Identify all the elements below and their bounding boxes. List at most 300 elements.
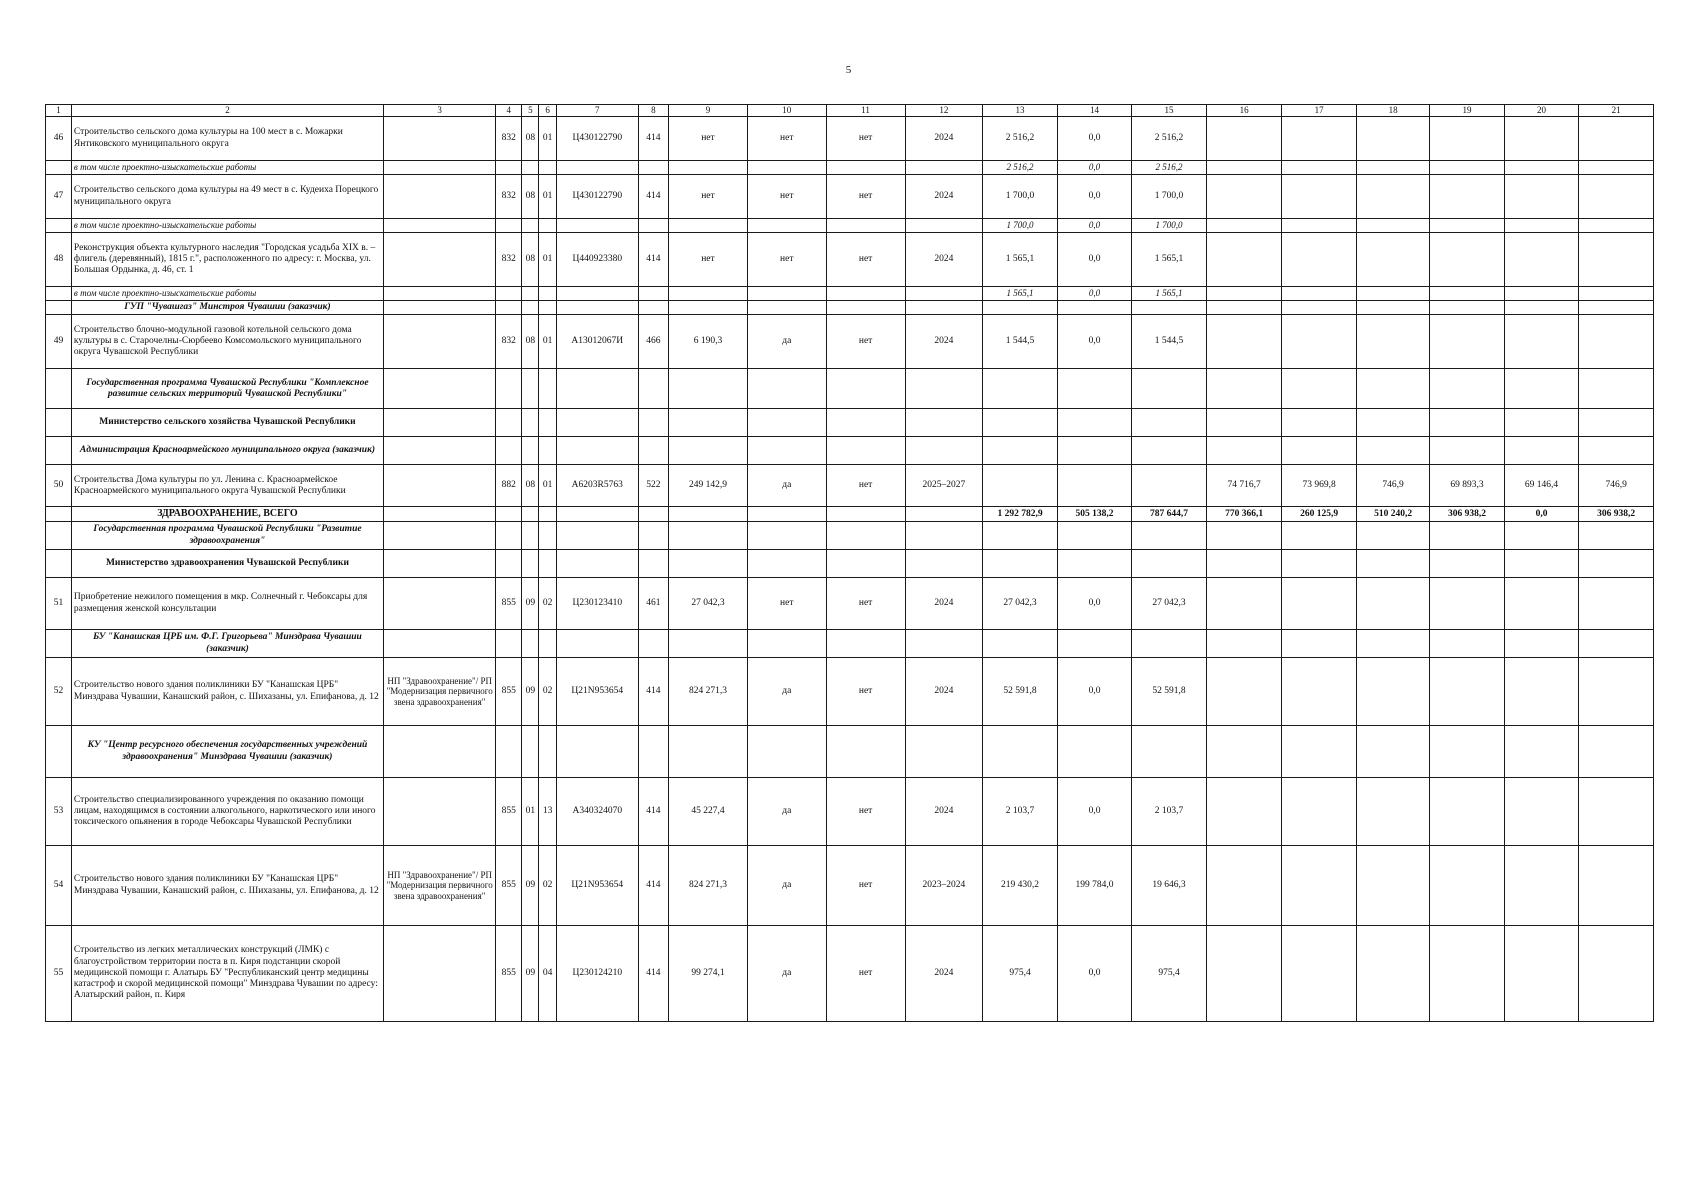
- cell-col-9: [669, 437, 748, 465]
- cell-col-9: [669, 287, 748, 301]
- table-row: [46, 578, 1654, 630]
- cell-col-18: [1356, 778, 1429, 846]
- cell-col-21: [1579, 315, 1654, 369]
- cell-col-6: 01: [539, 233, 556, 287]
- cell-col-2: ГУП "Чувашгаз" Минстроя Чувашии (заказчик): [71, 301, 383, 315]
- cell-col-14: [1057, 465, 1132, 507]
- cell-col-7: Ц430122790: [556, 175, 638, 219]
- cell-col-17: [1282, 658, 1357, 726]
- cell-col-13: 27 042,3: [983, 578, 1058, 630]
- cell-col-14: [1057, 301, 1132, 315]
- cell-col-21: [1579, 437, 1654, 465]
- page-number: 5: [845, 64, 852, 76]
- cell-col-4: [496, 301, 522, 315]
- cell-col-17: [1282, 175, 1357, 219]
- cell-col-9: [669, 301, 748, 315]
- group-heading-row: [46, 369, 1654, 409]
- cell-col-8: [638, 161, 668, 175]
- subtotal-row: [46, 161, 1654, 175]
- cell-col-9: 99 274,1: [669, 926, 748, 1022]
- cell-col-2: Строительство специализированного учреждения по оказанию помощи лицам, находящимся в состоянии алкогольного, наркотического или иного токсического опьянения в городе Чебоксары Чувашской Республики: [71, 778, 383, 846]
- cell-col-5: [522, 409, 539, 437]
- cell-col-1: [46, 287, 72, 301]
- cell-col-8: [638, 550, 668, 578]
- cell-col-2: Строительство нового здания поликлиники БУ "Канашская ЦРБ" Минздрава Чувашии, Канашский район, с. Шихазаны, ул. Епифанова, д. 12: [71, 658, 383, 726]
- cell-col-4: 832: [496, 315, 522, 369]
- cell-col-18: 746,9: [1356, 465, 1429, 507]
- cell-col-16: [1206, 630, 1282, 658]
- cell-col-19: [1430, 409, 1505, 437]
- cell-col-7: [556, 161, 638, 175]
- cell-col-3: [384, 465, 496, 507]
- column-number-1: 1: [46, 105, 72, 117]
- cell-col-16: [1206, 369, 1282, 409]
- cell-col-20: [1504, 578, 1579, 630]
- cell-col-10: да: [747, 926, 826, 1022]
- cell-col-8: [638, 287, 668, 301]
- cell-col-6: [539, 219, 556, 233]
- cell-col-2: Государственная программа Чувашской Республики "Комплексное развитие сельских территорий Чувашской Республики": [71, 369, 383, 409]
- cell-col-11: нет: [826, 465, 905, 507]
- cell-col-13: 52 591,8: [983, 658, 1058, 726]
- cell-col-16: [1206, 578, 1282, 630]
- cell-col-12: [905, 630, 983, 658]
- cell-col-15: [1132, 630, 1207, 658]
- cell-col-17: 260 125,9: [1282, 507, 1357, 522]
- cell-col-8: [638, 437, 668, 465]
- cell-col-10: да: [747, 846, 826, 926]
- cell-col-1: [46, 726, 72, 778]
- cell-col-9: нет: [669, 175, 748, 219]
- cell-col-17: 73 969,8: [1282, 465, 1357, 507]
- cell-col-12: [905, 507, 983, 522]
- cell-col-2: Строительства Дома культуры по ул. Ленина с. Красноармейское Красноармейского муниципального округа Чувашской Республики: [71, 465, 383, 507]
- cell-col-6: 02: [539, 846, 556, 926]
- cell-col-15: [1132, 369, 1207, 409]
- cell-col-4: 855: [496, 658, 522, 726]
- cell-col-4: [496, 409, 522, 437]
- column-number-16: 16: [1206, 105, 1282, 117]
- cell-col-21: [1579, 926, 1654, 1022]
- cell-col-15: [1132, 437, 1207, 465]
- cell-col-7: [556, 219, 638, 233]
- cell-col-18: [1356, 161, 1429, 175]
- cell-col-14: 0,0: [1057, 578, 1132, 630]
- cell-col-16: [1206, 287, 1282, 301]
- cell-col-7: А6203R5763: [556, 465, 638, 507]
- cell-col-9: нет: [669, 117, 748, 161]
- cell-col-8: [638, 219, 668, 233]
- cell-col-2: Приобретение нежилого помещения в мкр. Солнечный г. Чебоксары для размещения женской консультации: [71, 578, 383, 630]
- cell-col-20: [1504, 522, 1579, 550]
- cell-col-15: 975,4: [1132, 926, 1207, 1022]
- cell-col-20: [1504, 315, 1579, 369]
- table-row: [46, 175, 1654, 219]
- cell-col-5: [522, 437, 539, 465]
- cell-col-17: [1282, 778, 1357, 846]
- cell-col-7: [556, 437, 638, 465]
- cell-col-7: Ц230123410: [556, 578, 638, 630]
- cell-col-6: [539, 301, 556, 315]
- cell-col-6: [539, 726, 556, 778]
- cell-col-17: [1282, 846, 1357, 926]
- cell-col-14: 505 138,2: [1057, 507, 1132, 522]
- cell-col-7: А340324070: [556, 778, 638, 846]
- cell-col-10: [747, 409, 826, 437]
- cell-col-4: 855: [496, 846, 522, 926]
- cell-col-4: 855: [496, 926, 522, 1022]
- cell-col-13: 975,4: [983, 926, 1058, 1022]
- cell-col-17: [1282, 522, 1357, 550]
- cell-col-13: 219 430,2: [983, 846, 1058, 926]
- cell-col-11: [826, 437, 905, 465]
- cell-col-10: нет: [747, 233, 826, 287]
- cell-col-17: [1282, 926, 1357, 1022]
- column-number-7: 7: [556, 105, 638, 117]
- cell-col-11: [826, 550, 905, 578]
- cell-col-20: [1504, 726, 1579, 778]
- cell-col-19: [1430, 550, 1505, 578]
- column-number-4: 4: [496, 105, 522, 117]
- cell-col-21: [1579, 409, 1654, 437]
- cell-col-16: [1206, 550, 1282, 578]
- cell-col-14: 0,0: [1057, 778, 1132, 846]
- cell-col-15: 27 042,3: [1132, 578, 1207, 630]
- cell-col-4: [496, 287, 522, 301]
- cell-col-3: [384, 175, 496, 219]
- cell-col-8: [638, 409, 668, 437]
- cell-col-10: да: [747, 778, 826, 846]
- cell-col-14: [1057, 437, 1132, 465]
- cell-col-7: Ц21N953654: [556, 658, 638, 726]
- cell-col-7: Ц430122790: [556, 117, 638, 161]
- cell-col-10: да: [747, 315, 826, 369]
- cell-col-4: [496, 161, 522, 175]
- cell-col-7: [556, 409, 638, 437]
- column-number-21: 21: [1579, 105, 1654, 117]
- cell-col-19: [1430, 658, 1505, 726]
- cell-col-7: Ц21N953654: [556, 846, 638, 926]
- cell-col-10: [747, 287, 826, 301]
- cell-col-20: [1504, 161, 1579, 175]
- cell-col-2: Министерство здравоохранения Чувашской Республики: [71, 550, 383, 578]
- cell-col-20: 0,0: [1504, 507, 1579, 522]
- cell-col-19: [1430, 287, 1505, 301]
- cell-col-15: 1 700,0: [1132, 219, 1207, 233]
- cell-col-3: НП "Здравоохранение"/ РП "Модернизация первичного звена здравоохранения": [384, 846, 496, 926]
- cell-col-18: [1356, 175, 1429, 219]
- cell-col-8: [638, 507, 668, 522]
- cell-col-18: [1356, 522, 1429, 550]
- cell-col-11: нет: [826, 175, 905, 219]
- cell-col-14: [1057, 409, 1132, 437]
- cell-col-18: [1356, 117, 1429, 161]
- cell-col-11: [826, 287, 905, 301]
- cell-col-3: [384, 117, 496, 161]
- cell-col-6: 01: [539, 175, 556, 219]
- cell-col-13: 2 516,2: [983, 161, 1058, 175]
- cell-col-16: [1206, 161, 1282, 175]
- cell-col-14: 0,0: [1057, 219, 1132, 233]
- cell-col-18: [1356, 846, 1429, 926]
- cell-col-5: 08: [522, 175, 539, 219]
- cell-col-17: [1282, 630, 1357, 658]
- cell-col-20: [1504, 117, 1579, 161]
- cell-col-6: [539, 522, 556, 550]
- cell-col-11: нет: [826, 233, 905, 287]
- cell-col-15: [1132, 409, 1207, 437]
- cell-col-5: 01: [522, 778, 539, 846]
- cell-col-5: [522, 507, 539, 522]
- cell-col-14: [1057, 522, 1132, 550]
- cell-col-15: 1 565,1: [1132, 233, 1207, 287]
- cell-col-16: 770 366,1: [1206, 507, 1282, 522]
- cell-col-9: [669, 219, 748, 233]
- cell-col-21: [1579, 630, 1654, 658]
- cell-col-17: [1282, 726, 1357, 778]
- cell-col-12: 2025–2027: [905, 465, 983, 507]
- cell-col-15: 2 516,2: [1132, 161, 1207, 175]
- cell-col-15: 2 516,2: [1132, 117, 1207, 161]
- cell-col-10: [747, 161, 826, 175]
- cell-col-7: [556, 301, 638, 315]
- cell-col-21: [1579, 550, 1654, 578]
- cell-col-21: [1579, 175, 1654, 219]
- cell-col-8: 414: [638, 778, 668, 846]
- cell-col-20: [1504, 630, 1579, 658]
- cell-col-4: 832: [496, 233, 522, 287]
- cell-col-3: [384, 315, 496, 369]
- column-number-header-row: [46, 105, 1654, 117]
- cell-col-7: [556, 630, 638, 658]
- cell-col-7: [556, 369, 638, 409]
- cell-col-19: [1430, 117, 1505, 161]
- cell-col-10: [747, 522, 826, 550]
- cell-col-19: [1430, 630, 1505, 658]
- investment-table: [45, 104, 1654, 1022]
- cell-col-4: [496, 726, 522, 778]
- cell-col-1: 55: [46, 926, 72, 1022]
- cell-col-1: [46, 630, 72, 658]
- cell-col-19: [1430, 301, 1505, 315]
- cell-col-3: [384, 161, 496, 175]
- cell-col-19: [1430, 219, 1505, 233]
- subtotal-row: [46, 219, 1654, 233]
- cell-col-10: да: [747, 658, 826, 726]
- table-row: [46, 658, 1654, 726]
- cell-col-4: [496, 507, 522, 522]
- cell-col-3: [384, 369, 496, 409]
- cell-col-5: 09: [522, 658, 539, 726]
- cell-col-9: 27 042,3: [669, 578, 748, 630]
- cell-col-11: нет: [826, 315, 905, 369]
- cell-col-21: 746,9: [1579, 465, 1654, 507]
- cell-col-1: 49: [46, 315, 72, 369]
- cell-col-20: [1504, 778, 1579, 846]
- cell-col-6: [539, 507, 556, 522]
- column-number-5: 5: [522, 105, 539, 117]
- cell-col-20: [1504, 409, 1579, 437]
- cell-col-11: [826, 630, 905, 658]
- group-heading-row: [46, 301, 1654, 315]
- cell-col-17: [1282, 409, 1357, 437]
- cell-col-11: нет: [826, 778, 905, 846]
- table-row: [46, 465, 1654, 507]
- cell-col-15: [1132, 522, 1207, 550]
- cell-col-11: [826, 726, 905, 778]
- cell-col-20: [1504, 301, 1579, 315]
- table-row: [46, 778, 1654, 846]
- cell-col-5: 08: [522, 315, 539, 369]
- cell-col-16: [1206, 778, 1282, 846]
- cell-col-13: [983, 726, 1058, 778]
- cell-col-17: [1282, 161, 1357, 175]
- cell-col-16: [1206, 219, 1282, 233]
- cell-col-2: Министерство сельского хозяйства Чувашской Республики: [71, 409, 383, 437]
- cell-col-18: [1356, 233, 1429, 287]
- group-heading-row: [46, 630, 1654, 658]
- table-row: [46, 233, 1654, 287]
- cell-col-6: 13: [539, 778, 556, 846]
- cell-col-1: [46, 437, 72, 465]
- column-number-19: 19: [1430, 105, 1505, 117]
- cell-col-20: [1504, 437, 1579, 465]
- cell-col-19: [1430, 522, 1505, 550]
- cell-col-19: [1430, 437, 1505, 465]
- cell-col-3: [384, 301, 496, 315]
- column-number-3: 3: [384, 105, 496, 117]
- cell-col-15: 19 646,3: [1132, 846, 1207, 926]
- cell-col-21: 306 938,2: [1579, 507, 1654, 522]
- column-number-13: 13: [983, 105, 1058, 117]
- cell-col-18: [1356, 630, 1429, 658]
- cell-col-15: [1132, 726, 1207, 778]
- cell-col-11: [826, 161, 905, 175]
- subtotal-row: [46, 287, 1654, 301]
- cell-col-10: нет: [747, 117, 826, 161]
- cell-col-17: [1282, 117, 1357, 161]
- cell-col-1: 52: [46, 658, 72, 726]
- cell-col-12: [905, 550, 983, 578]
- cell-col-21: [1579, 117, 1654, 161]
- cell-col-7: [556, 522, 638, 550]
- cell-col-2: в том числе проектно-изыскательские работы: [71, 161, 383, 175]
- cell-col-11: нет: [826, 578, 905, 630]
- cell-col-16: [1206, 409, 1282, 437]
- cell-col-18: [1356, 301, 1429, 315]
- cell-col-6: [539, 287, 556, 301]
- cell-col-1: [46, 409, 72, 437]
- cell-col-5: [522, 630, 539, 658]
- cell-col-3: [384, 778, 496, 846]
- cell-col-13: [983, 301, 1058, 315]
- cell-col-6: [539, 437, 556, 465]
- cell-col-21: [1579, 658, 1654, 726]
- column-number-12: 12: [905, 105, 983, 117]
- cell-col-21: [1579, 522, 1654, 550]
- column-number-20: 20: [1504, 105, 1579, 117]
- cell-col-14: [1057, 550, 1132, 578]
- cell-col-5: 08: [522, 233, 539, 287]
- cell-col-4: 855: [496, 578, 522, 630]
- cell-col-8: [638, 726, 668, 778]
- cell-col-10: [747, 301, 826, 315]
- cell-col-4: 832: [496, 117, 522, 161]
- cell-col-1: [46, 550, 72, 578]
- cell-col-4: 855: [496, 778, 522, 846]
- cell-col-8: 414: [638, 117, 668, 161]
- cell-col-10: [747, 219, 826, 233]
- cell-col-19: [1430, 846, 1505, 926]
- cell-col-6: [539, 409, 556, 437]
- cell-col-12: [905, 522, 983, 550]
- cell-col-3: [384, 578, 496, 630]
- cell-col-7: А13012067И: [556, 315, 638, 369]
- cell-col-18: [1356, 658, 1429, 726]
- column-number-10: 10: [747, 105, 826, 117]
- cell-col-14: [1057, 726, 1132, 778]
- cell-col-1: 48: [46, 233, 72, 287]
- cell-col-14: 0,0: [1057, 175, 1132, 219]
- cell-col-3: [384, 409, 496, 437]
- cell-col-21: [1579, 161, 1654, 175]
- cell-col-10: да: [747, 465, 826, 507]
- group-heading-row: [46, 522, 1654, 550]
- cell-col-13: [983, 550, 1058, 578]
- cell-col-19: 306 938,2: [1430, 507, 1505, 522]
- cell-col-2: КУ "Центр ресурсного обеспечения государственных учреждений здравоохранения" Минздрава Чувашии (заказчик): [71, 726, 383, 778]
- cell-col-19: [1430, 233, 1505, 287]
- cell-col-7: Ц230124210: [556, 926, 638, 1022]
- cell-col-5: [522, 287, 539, 301]
- cell-col-18: [1356, 315, 1429, 369]
- cell-col-8: 522: [638, 465, 668, 507]
- cell-col-9: [669, 550, 748, 578]
- cell-col-2: Строительство блочно-модульной газовой котельной сельского дома культуры в с. Старочелны-Сюрбеево Комсомольского муниципального округа Чувашской Республики: [71, 315, 383, 369]
- cell-col-9: [669, 369, 748, 409]
- cell-col-1: 53: [46, 778, 72, 846]
- cell-col-2: Строительство нового здания поликлиники БУ "Канашская ЦРБ" Минздрава Чувашии, Канашский район, с. Шихазаны, ул. Епифанова, д. 12: [71, 846, 383, 926]
- cell-col-11: [826, 522, 905, 550]
- cell-col-11: [826, 507, 905, 522]
- cell-col-8: 466: [638, 315, 668, 369]
- cell-col-6: 04: [539, 926, 556, 1022]
- cell-col-10: [747, 630, 826, 658]
- cell-col-19: [1430, 778, 1505, 846]
- cell-col-4: [496, 437, 522, 465]
- cell-col-21: [1579, 301, 1654, 315]
- cell-col-10: нет: [747, 175, 826, 219]
- cell-col-21: [1579, 219, 1654, 233]
- cell-col-16: [1206, 117, 1282, 161]
- cell-col-7: [556, 550, 638, 578]
- table-row: [46, 926, 1654, 1022]
- group-heading-row: [46, 726, 1654, 778]
- cell-col-1: 50: [46, 465, 72, 507]
- column-number-17: 17: [1282, 105, 1357, 117]
- cell-col-20: [1504, 175, 1579, 219]
- cell-col-16: [1206, 726, 1282, 778]
- cell-col-16: 74 716,7: [1206, 465, 1282, 507]
- cell-col-20: [1504, 233, 1579, 287]
- cell-col-6: 01: [539, 315, 556, 369]
- cell-col-15: 787 644,7: [1132, 507, 1207, 522]
- cell-col-20: [1504, 846, 1579, 926]
- cell-col-21: [1579, 233, 1654, 287]
- cell-col-6: 01: [539, 117, 556, 161]
- cell-col-19: [1430, 726, 1505, 778]
- cell-col-15: [1132, 301, 1207, 315]
